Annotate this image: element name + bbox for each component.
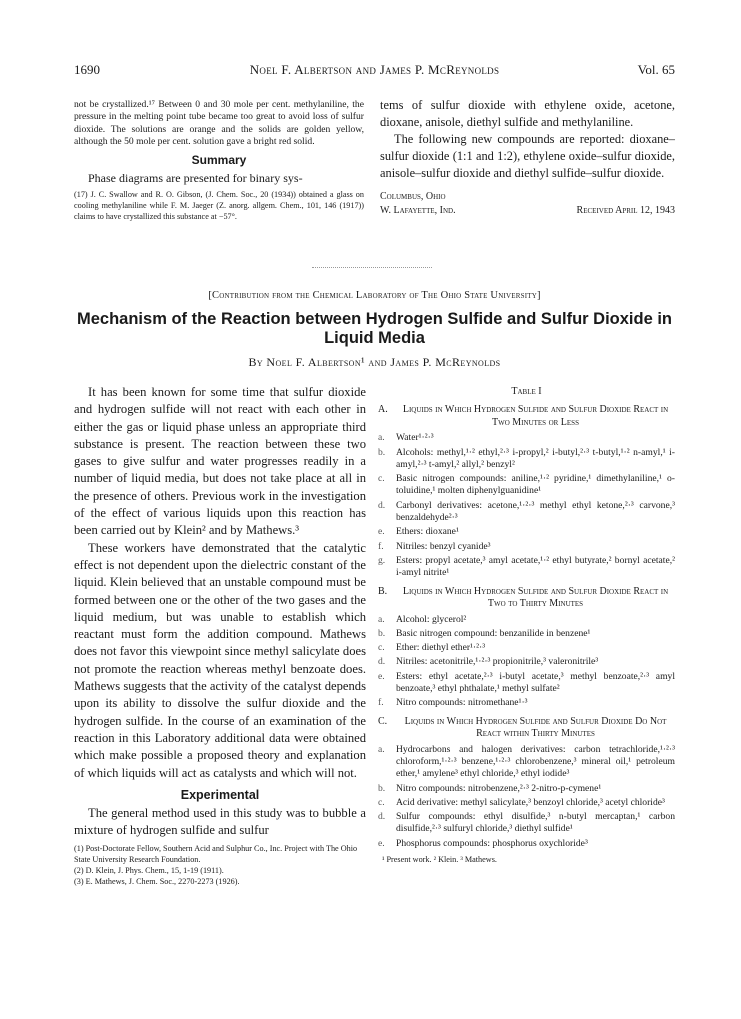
table-row: g. Esters: propyl acetate,³ amyl acetate,¹·² ethyl butyrate,² bornyl acetate,² i-amyl nitrite¹ [378,554,675,579]
table-footnote: ¹ Present work. ² Klein. ³ Mathews. [382,855,497,865]
footnote-2: (2) D. Klein, J. Phys. Chem., 15, 1-19 (1911). [74,866,224,876]
article-authors: By Noel F. Albertson¹ and James P. McReynolds [248,355,501,369]
table-row: a. Water¹·²·³ [378,432,434,444]
table-row: e. Ethers: dioxane¹ [378,526,459,538]
table-row: d. Carbonyl derivatives: acetone,¹·²·³ methyl ethyl ketone,²·³ carvone,³ benzaldehyde²·³ [378,499,675,524]
prev-article-paragraph: not be crystallized.¹⁷ Between 0 and 30 mole per cent. methylaniline, the pressure in the melting point tube became too great to avoid loss of sulfur dioxide. The solutions are orange and the solids are golden yellow, although the 50 mole per cent. solution gave a bright red solid. [74,99,364,148]
article-title: Mechanism of the Reaction between Hydrogen Sulfide and Sulfur Dioxide in Liquid Media [77,310,672,347]
group-heading: B. Liquids in Which Hydrogen Sulfide and Sulfur Dioxide React in Two to Thirty Minutes [378,585,669,610]
summary-paragraph-continued: tems of sulfur dioxide with ethylene oxide, acetone, dioxane, anisole, diethyl sulfide and methylaniline. [380,98,675,129]
group-heading: A. Liquids in Which Hydrogen Sulfide and Sulfur Dioxide React in Two Minutes or Less [378,404,669,428]
table-row: e. Esters: ethyl acetate,²·³ i-butyl acetate,³ methyl benzoate,²·³ amyl benzoate,³ ethyl phthalate,¹ methyl sulfate² [378,670,675,695]
address-line-2: W. Lafayette, Ind. Received April 12, 1943 [380,205,675,216]
experimental-paragraph: The general method used in this study was to bubble a mixture of hydrogen sulfide and sulfur [74,805,366,838]
running-header [74,62,675,78]
table-row: b. Basic nitrogen compound: benzanilide in benzene¹ [378,627,591,639]
article-left-column [74,384,366,887]
group-heading: C. Liquids in Which Hydrogen Sulfide and Sulfur Dioxide Do Not React within Thirty Minutes [378,715,667,740]
page-number: 1690 [74,62,100,77]
table-row: d. Sulfur compounds: ethyl disulfide,³ n-butyl mercaptan,¹ carbon disulfide,²·³ sulfuryl chloride,³ diethyl sulfide¹ [378,811,675,835]
table-group-c [378,716,675,850]
prev-article-right-column [380,97,675,218]
table-group-a [378,404,675,579]
table-row: f. Nitriles: benzyl cyanide³ [378,540,491,552]
table-row: c. Ether: diethyl ether¹·²·³ [378,642,486,654]
footnote-3: (3) E. Mathews, J. Chem. Soc., 2270-2273 (1926). [74,877,240,887]
summary-paragraph-start: Phase diagrams are presented for binary sys- [88,170,303,185]
experimental-heading: Experimental [180,787,260,802]
summary-heading: Summary [191,152,247,167]
footnote-17: (17) J. C. Swallow and R. O. Gibson, (J. Chem. Soc., 20 (1934)) obtained a glass on cooling methylaniline while F. M. Jaeger (Z. anorg. allgem. Chem., 101, 146 (1917)) claims to have crystallized this substance at −57°. [74,189,364,221]
author-addresses [380,190,675,218]
intro-paragraph-2: These workers have demonstrated that the catalytic effect is not dependent upon the dielectric constant of the liquid. Klein believed that an unstable compound must be formed between one or the other of the two gases and the liquid medium, but was unable to establish which reactant must form the addition compound. Mathews does not favor this viewpoint since methyl salicylate does not promote the reaction whereas methyl benzoate does. Mathews suggests that the activity of the catalyst depends upon its ability to dissolve the sulfur dioxide and the hydrogen sulfide. In the course of an examination of the reaction in this Laboratory additional data were obtained which make possible a proposed theory and explanation of which liquids will act as catalysts and which will not. [74,540,366,780]
received-date: Received April 12, 1943 [576,205,675,216]
summary-paragraph-compounds: The following new compounds are reported: dioxane–sulfur dioxide (1:1 and 1:2), ethylene oxide–sulfur dioxide, anisole–sulfur dioxide and diethyl sulfide–sulfur dioxide. [380,132,675,180]
table-row: b. Nitro compounds: nitrobenzene,²·³ 2-nitro-p-cymene¹ [378,782,602,794]
intro-paragraph-1: It has been known for some time that sulfur dioxide and hydrogen sulfide will not react with each other in either the gas or liquid phase unless an appropriate third substance is present. The reaction between these two gases to give sulfur and water progresses readily in a number of liquid media, but does not take place at all in the presence of others. Previous work in the investigation of the effect of various liquids upon this reaction has been carried out by Klein² and by Mathews.³ [74,385,366,538]
table-row: d. Nitriles: acetonitrile,¹·²·³ propionitrile,³ valeronitrile³ [378,656,599,668]
table-1 [378,386,675,865]
table-title: Table I [511,386,542,397]
address-line-1: Columbus, Ohio [380,191,446,202]
table-row: a. Hydrocarbons and halogen derivatives: carbon tetrachloride,¹·²·³ chloroform,¹·²·³ benzene,¹·²·³ chlorobenzene,³ mineral oil,¹ petroleum ether,¹ amylene³ ethyl chloride,³ ethyl iodide³ [378,743,675,780]
table-row: b. Alcohols: methyl,¹·² ethyl,²·³ i-propyl,² i-butyl,²·³ t-butyl,¹·² n-amyl,¹ i-amyl,²·³ t-amyl,² allyl,² benzyl² [378,446,675,470]
table-row: c. Acid derivative: methyl salicylate,³ benzoyl chloride,³ acetyl chloride³ [378,796,665,808]
table-row: a. Alcohol: glycerol² [378,613,467,625]
table-row: f. Nitro compounds: nitromethane¹·³ [378,697,528,709]
article-footnotes [74,843,366,887]
table-row: e. Phosphorus compounds: phosphorus oxychloride³ [378,837,588,849]
footnote-1: (1) Post-Doctorate Fellow, Southern Acid and Sulphur Co., Inc. Project with The Ohio State University Research Foundation. [74,844,358,865]
volume-number: Vol. 65 [637,62,675,77]
table-row: c. Basic nitrogen compounds: aniline,¹·² pyridine,¹ dimethylaniline,¹ o-toluidine,¹ molten diphenylguanidine¹ [378,473,675,497]
running-title: Noel F. Albertson and James P. McReynolds [249,62,500,77]
article-separator [312,267,432,268]
prev-article-left-column [74,99,364,222]
contribution-line: [Contribution from the Chemical Laboratory of The Ohio State University] [208,290,541,301]
table-group-b [378,586,675,710]
